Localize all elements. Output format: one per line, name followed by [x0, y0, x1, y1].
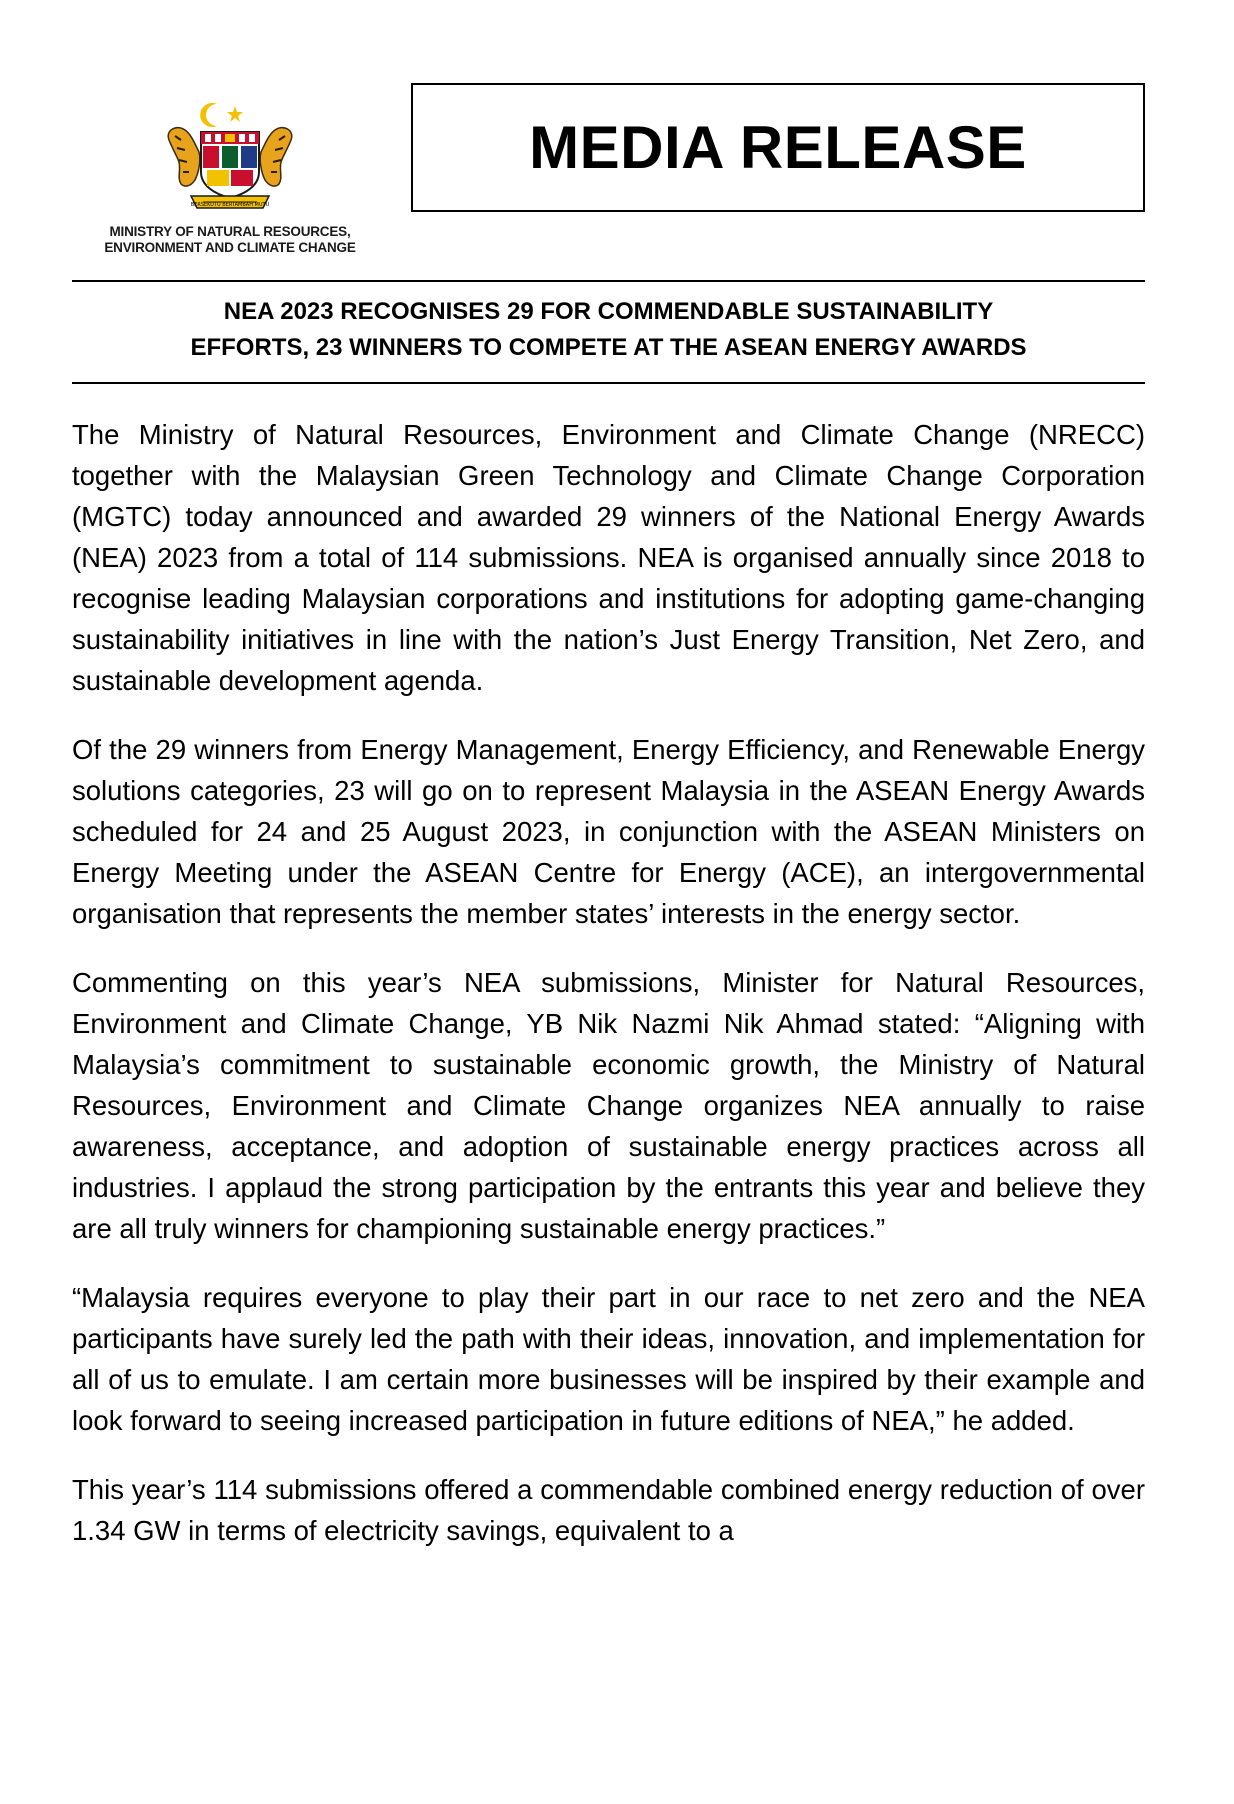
- media-release-box: [411, 83, 1145, 212]
- media-release-title: MEDIA RELEASE: [529, 114, 1027, 181]
- article-body: [72, 414, 1145, 1579]
- headline: [72, 294, 1145, 366]
- body-paragraph-5: This year’s 114 submissions offered a commendable combined energy reduction of over 1.34 GW in terms of electricity savings, equivalent to a: [72, 1474, 1145, 1546]
- body-paragraph-4: “Malaysia requires everyone to play their part in our race to net zero and the NEA participants have surely led the path with their ideas, innovation, and implementation for all of us to emulate. I am certain more businesses will be inspired by their example and look forward to seeing increased participation in future editions of NEA,” he added.: [72, 1282, 1145, 1436]
- ministry-name: [80, 224, 380, 256]
- headline-top-rule: [72, 280, 1145, 282]
- headline-line1: NEA 2023 RECOGNISES 29 FOR COMMENDABLE SUSTAINABILITY: [223, 298, 994, 325]
- crest-motto: BERSEKUTU BERTAMBAH MUTU: [190, 202, 270, 208]
- malaysia-coat-of-arms-icon: [155, 100, 305, 218]
- ministry-name-line1: MINISTRY OF NATURAL RESOURCES,: [109, 224, 351, 239]
- body-paragraph-1: The Ministry of Natural Resources, Environment and Climate Change (NRECC) together with the Malaysian Green Technology and Climate Change Corporation (MGTC) today announced and awarded 29 winners of the National Energy Awards (NEA) 2023 from a total of 114 submissions. NEA is organised annually since 2018 to recognise leading Malaysian corporations and institutions for adopting game-changing sustainability initiatives in line with the nation’s Just Energy Transition, Net Zero, and sustainable development agenda.: [72, 419, 1145, 696]
- body-paragraph-3: Commenting on this year’s NEA submissions, Minister for Natural Resources, Environment and Climate Change, YB Nik Nazmi Nik Ahmad stated: “Aligning with Malaysia’s commitment to sustainable economic growth, the Ministry of Natural Resources, Environment and Climate Change organizes NEA annually to raise awareness, acceptance, and adoption of sustainable energy practices across all industries. I applaud the strong participation by the entrants this year and believe they are all truly winners for championing sustainable energy practices.”: [72, 967, 1145, 1244]
- ministry-logo-block: [80, 100, 380, 256]
- headline-line2: EFFORTS, 23 WINNERS TO COMPETE AT THE ASEAN ENERGY AWARDS: [190, 334, 1027, 361]
- ministry-name-line2: ENVIRONMENT AND CLIMATE CHANGE: [104, 240, 356, 255]
- body-paragraph-2: Of the 29 winners from Energy Management, Energy Efficiency, and Renewable Energy solutions categories, 23 will go on to represent Malaysia in the ASEAN Energy Awards scheduled for 24 and 25 August 2023, in conjunction with the ASEAN Ministers on Energy Meeting under the ASEAN Centre for Energy (ACE), an intergovernmental organisation that represents the member states’ interests in the energy sector.: [72, 734, 1145, 929]
- headline-bottom-rule: [72, 382, 1145, 384]
